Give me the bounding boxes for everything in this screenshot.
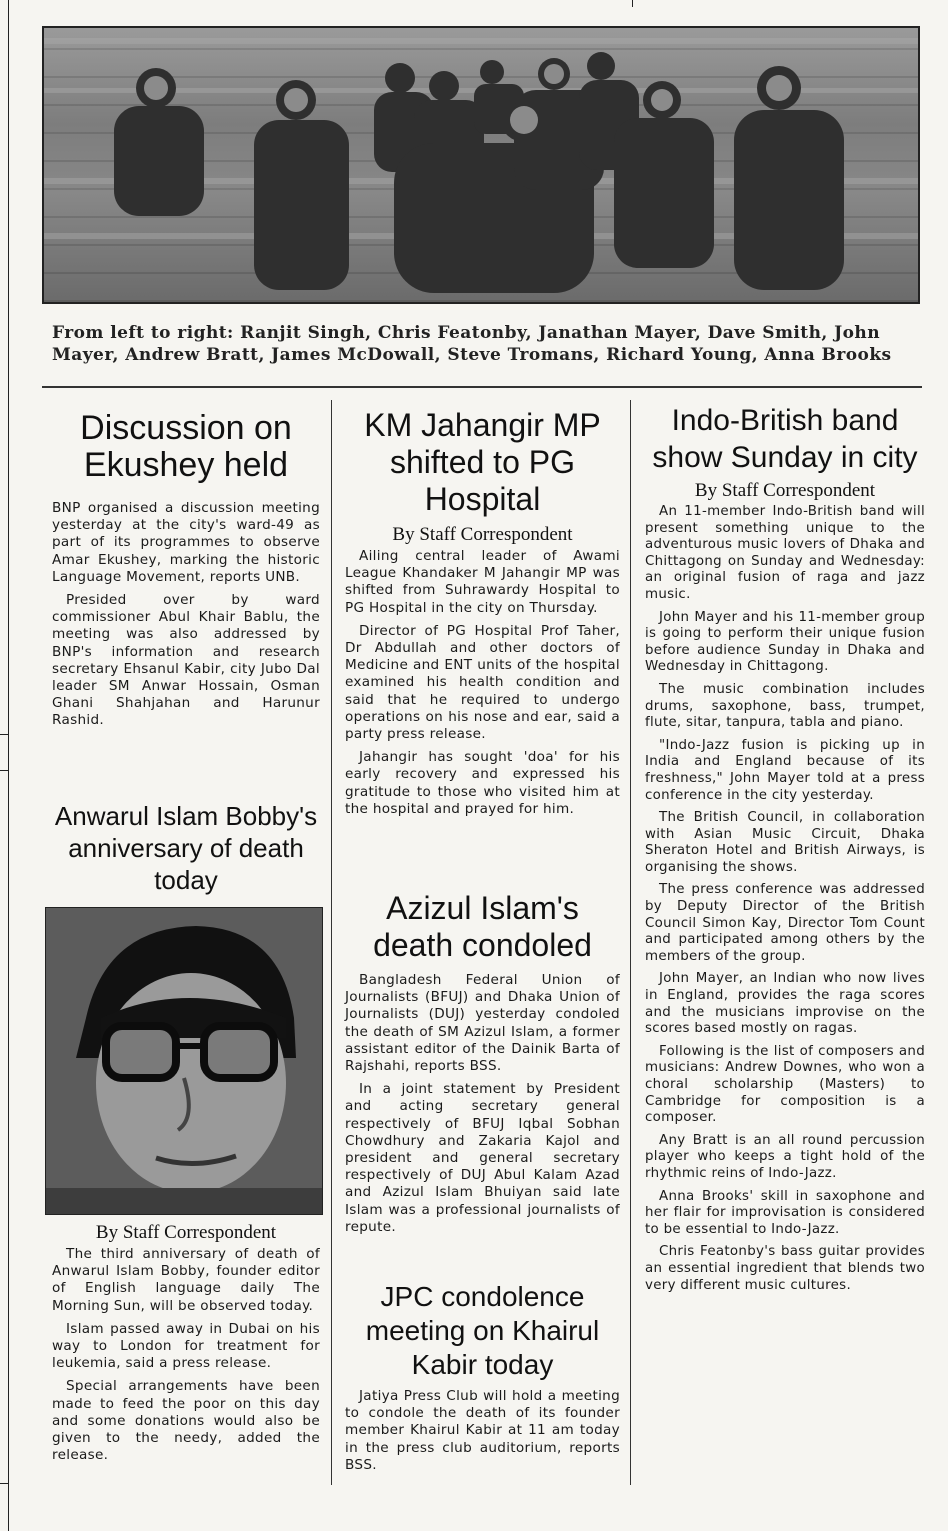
paragraph: Ailing central leader of Awami League Khandaker M Jahangir MP was shifted from Suhrawardy Hospital to PG Hospital in the city on Thursday. — [345, 548, 620, 616]
article-body — [645, 504, 925, 1294]
headline: KM Jahangir MP shifted to PG Hospital — [364, 407, 601, 517]
paragraph: John Mayer and his 11-member group is going to perform their unique fusion before audience Sunday in Dhaka and Wednesday in Chittagong. — [645, 609, 925, 675]
headline: Indo-British band show Sunday in city — [652, 404, 918, 474]
paragraph: Islam passed away in Dubai on his way to London for treatment for leukemia, said a press release. — [52, 1320, 320, 1372]
paragraph: The British Council, in collaboration with Asian Music Circuit, Dhaka Sheraton Hotel and British Airways, is organising the shows. — [645, 810, 925, 875]
paragraph: Anna Brooks' skill in saxophone and her flair for improvisation is considered to be essential to Indo-Jazz. — [645, 1188, 925, 1237]
article-km-jahangir — [345, 407, 620, 824]
byline: By Staff Correspondent — [694, 480, 876, 501]
headline: Discussion on Ekushey held — [80, 409, 292, 484]
column-divider — [630, 400, 631, 1485]
article-body — [345, 1388, 620, 1474]
article-body — [52, 1246, 320, 1464]
paragraph: Following is the list of composers and musicians: Andrew Downes, who won a choral scholarship (Masters) to Cambridge for composition is a composer. — [645, 1043, 925, 1126]
article-bobby-anniversary — [52, 800, 320, 896]
section-divider — [42, 386, 922, 388]
band-photo-illustration — [44, 28, 918, 302]
border-tick — [0, 1483, 8, 1484]
article-discussion-ekushey — [52, 410, 320, 736]
byline: By Staff Correspondent — [95, 1222, 277, 1243]
headline: JPC condolence meeting on Khairul Kabir today — [365, 1281, 600, 1380]
page-left-border — [0, 0, 9, 1531]
article-body — [345, 972, 620, 1236]
headline: Anwarul Islam Bobby's anniversary of death today — [54, 801, 318, 895]
paragraph: The press conference was addressed by Deputy Director of the British Council Simon Kay, Director Tom Count and participated among others by the members of the group. — [645, 882, 925, 964]
column-divider — [331, 400, 332, 1485]
article-bobby-body — [52, 1222, 320, 1470]
paragraph: BNP organised a discussion meeting yesterday at the city's ward-49 as part of its programmes to observe Amar Ekushey, marking the historic Language Movement, reports UNB. — [52, 500, 320, 585]
border-tick — [0, 770, 8, 771]
paragraph: Chris Featonby's bass guitar provides an essential ingredient that blends two very different music cultures. — [645, 1244, 925, 1293]
paragraph: Any Bratt is an all round percussion player who keeps a tight hold of the rhythmic reins of Indo-Jazz. — [645, 1132, 925, 1181]
paragraph: The third anniversary of death of Anwarul Islam Bobby, founder editor of English language daily The Morning Sun, will be observed today. — [52, 1246, 320, 1314]
paragraph: "Indo-Jazz fusion is picking up in India and England because of its freshness," John Mayer told at a press conference in the city yesterday. — [645, 737, 925, 803]
paragraph: In a joint statement by President and acting secretary general respectively of BFUJ Iqbal Sobhan Chowdhury and Zakaria Kajol and president and general secretary respectively of DUJ Abul Kalam Azad and Azizul Islam Bhuiyan said late Islam was a professional journalists of repute. — [345, 1081, 620, 1235]
band-group-photo — [42, 26, 920, 304]
paragraph: Jahangir has sought 'doa' for his early recovery and expressed his gratitude to those who visited him at the hospital and prayed for him. — [345, 749, 620, 817]
paragraph: Bangladesh Federal Union of Journalists (BFUJ) and Dhaka Union of Journalists (DUJ) yesterday condoled the death of SM Azizul Islam, a former assistant editor of the Dainik Barta of Rajshahi, reports BSS. — [345, 972, 620, 1075]
byline: By Staff Correspondent — [392, 524, 573, 545]
column-top-mark — [632, 0, 633, 7]
headline: Azizul Islam's death condoled — [373, 890, 592, 963]
photo-caption: From left to right: Ranjit Singh, Chris Featonby, Janathan Mayer, Dave Smith, John Mayer, Andrew Bratt, James McDowall, Steve Tromans, Richard Young, Anna Brooks — [52, 323, 892, 365]
article-indo-british-band — [645, 402, 925, 1300]
paragraph: Jatiya Press Club will hold a meeting to condole the death of its founder member Khairul Kabir at 11 am today in the press club auditorium, reports BSS. — [345, 1388, 620, 1473]
portrait-illustration — [46, 908, 322, 1214]
paragraph: An 11-member Indo-British band will present something unique to the adventurous music lovers of Dhaka and Chittagong on Sunday and Wednesday: an original fusion of raga and jazz music. — [645, 504, 925, 602]
article-jpc-condolence — [345, 1280, 620, 1480]
paragraph: John Mayer, an Indian who now lives in England, provides the raga scores and the musicians improvise on the scores based mostly on ragas. — [645, 971, 925, 1037]
paragraph: The music combination includes drums, saxophone, bass, trumpet, flute, sitar, tanpura, tabla and piano. — [645, 681, 925, 731]
article-body — [52, 500, 320, 730]
paragraph: Director of PG Hospital Prof Taher, Dr Abdullah and other doctors of Medicine and ENT units of the hospital examined his health condition and said that he required to undergo operations on his nose and ear, said a party press release. — [345, 622, 620, 743]
portrait-photo-bobby — [45, 907, 323, 1215]
article-body — [345, 548, 620, 818]
article-azizul-islam — [345, 890, 620, 1242]
paragraph: Special arrangements have been made to feed the poor on this day and some donations would also be given to the needy, added the release. — [52, 1378, 320, 1464]
paragraph: Presided over by ward commissioner Abul Khair Bablu, the meeting was also addressed by BNP's information and research secretary Ehsanul Kabir, city Jubo Dal leader SM Anwar Hossain, Osman Ghani Shahjahan and Harunur Rashid. — [52, 592, 320, 729]
border-tick — [0, 734, 8, 735]
